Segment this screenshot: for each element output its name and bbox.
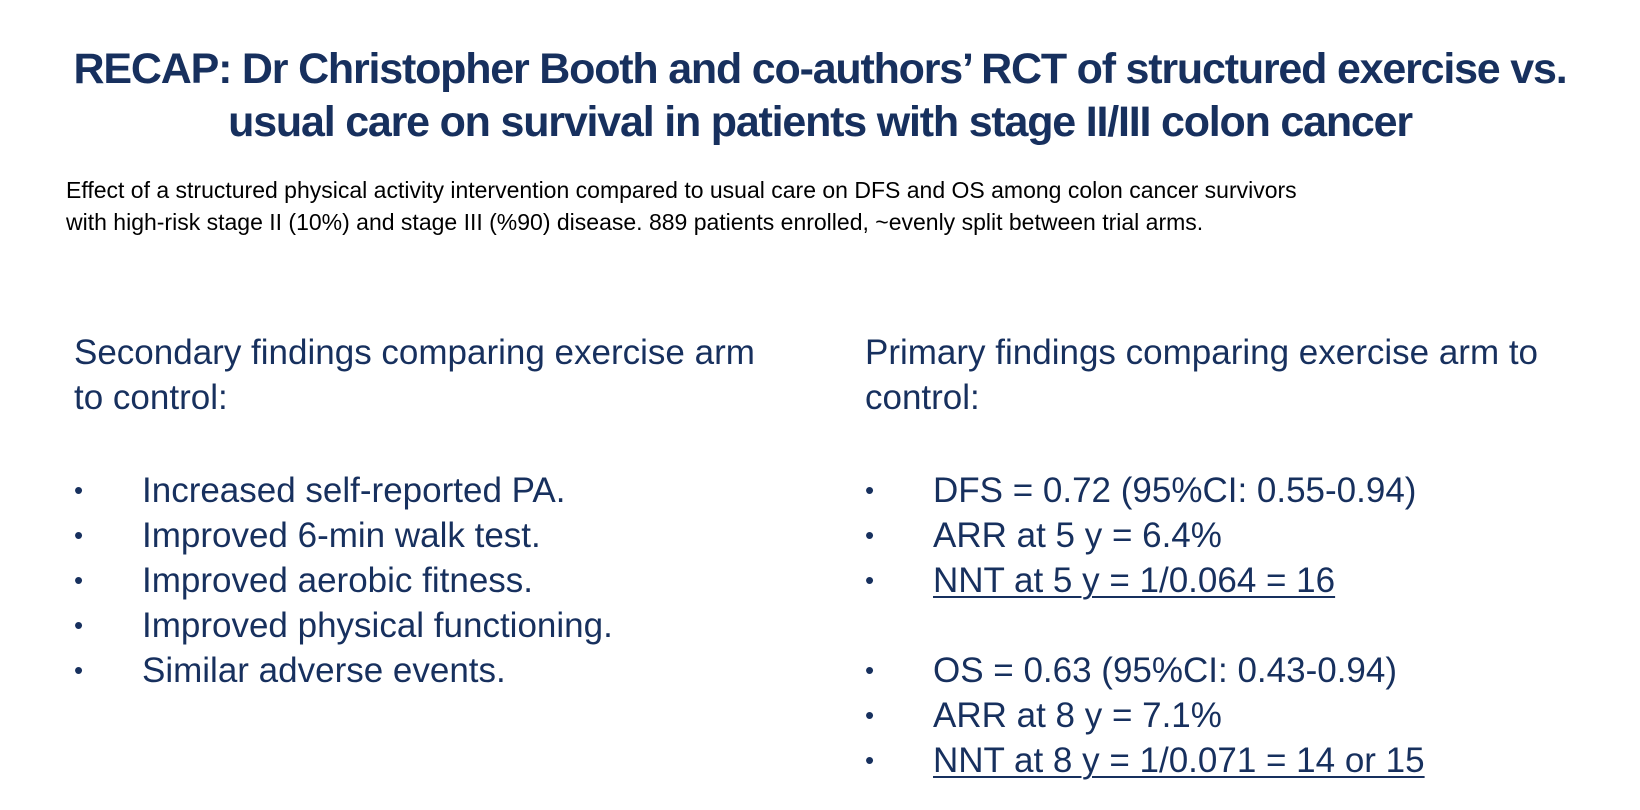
list-item-text: DFS = 0.72 (95%CI: 0.55-0.94) bbox=[933, 471, 1417, 510]
slide-title-line-1: RECAP: Dr Christopher Booth and co-authors’ RCT of structured exercise vs. bbox=[73, 44, 1567, 93]
list-item-text: Increased self-reported PA. bbox=[142, 471, 566, 510]
primary-heading-line-1: Primary findings comparing exercise arm to bbox=[865, 333, 1539, 372]
secondary-heading-line-2: to control: bbox=[74, 378, 228, 417]
list-item-dfs-hazard bbox=[865, 468, 1425, 513]
list-item bbox=[74, 648, 613, 693]
list-item-text: Improved physical functioning. bbox=[142, 606, 613, 645]
list-item-dfs-arr bbox=[865, 513, 1425, 558]
list-item-os-arr bbox=[865, 693, 1425, 738]
bullet-icon: • bbox=[865, 520, 875, 550]
study-description-line-2: with high-risk stage II (10%) and stage III (%90) disease. 889 patients enrolled, ~evenly split between trial arms. bbox=[66, 209, 1204, 235]
secondary-findings-panel bbox=[74, 330, 814, 690]
list-item bbox=[74, 603, 613, 648]
list-item-dfs-nnt bbox=[865, 558, 1425, 603]
study-description bbox=[66, 174, 1606, 238]
secondary-findings-list bbox=[74, 468, 613, 693]
bullet-icon: • bbox=[865, 475, 875, 505]
bullet-icon: • bbox=[74, 610, 84, 640]
list-item bbox=[74, 558, 613, 603]
list-item-text: OS = 0.63 (95%CI: 0.43-0.94) bbox=[933, 651, 1398, 690]
list-item-text: ARR at 5 y = 6.4% bbox=[933, 516, 1222, 555]
slide-title-line-2: usual care on survival in patients with stage II/III colon cancer bbox=[228, 97, 1412, 146]
list-item-text: Improved 6-min walk test. bbox=[142, 516, 541, 555]
primary-findings-list bbox=[865, 468, 1425, 783]
bullet-icon: • bbox=[865, 745, 875, 775]
list-item-os-nnt bbox=[865, 738, 1425, 783]
bullet-icon: • bbox=[74, 655, 84, 685]
list-item-text: Improved aerobic fitness. bbox=[142, 561, 534, 600]
primary-heading-line-2: control: bbox=[865, 378, 980, 417]
primary-findings-panel bbox=[865, 330, 1625, 780]
bullet-icon: • bbox=[865, 565, 875, 595]
list-item bbox=[74, 468, 613, 513]
secondary-findings-heading bbox=[74, 330, 814, 420]
list-item-text: NNT at 8 y = 1/0.071 = 14 or 15 bbox=[933, 741, 1425, 780]
list-item-text: ARR at 8 y = 7.1% bbox=[933, 696, 1222, 735]
list-item bbox=[74, 513, 613, 558]
bullet-icon: • bbox=[74, 475, 84, 505]
list-spacer bbox=[865, 603, 1425, 648]
bullet-icon: • bbox=[865, 655, 875, 685]
list-item-text: Similar adverse events. bbox=[142, 651, 506, 690]
study-description-line-1: Effect of a structured physical activity intervention compared to usual care on DFS and OS among colon cancer survivors bbox=[66, 177, 1297, 203]
list-item-os-hazard bbox=[865, 648, 1425, 693]
bullet-icon: • bbox=[74, 520, 84, 550]
slide-title bbox=[0, 43, 1640, 149]
bullet-icon: • bbox=[865, 700, 875, 730]
primary-findings-heading bbox=[865, 330, 1625, 420]
bullet-icon: • bbox=[74, 565, 84, 595]
secondary-heading-line-1: Secondary findings comparing exercise arm bbox=[74, 333, 755, 372]
list-item-text: NNT at 5 y = 1/0.064 = 16 bbox=[933, 561, 1336, 600]
